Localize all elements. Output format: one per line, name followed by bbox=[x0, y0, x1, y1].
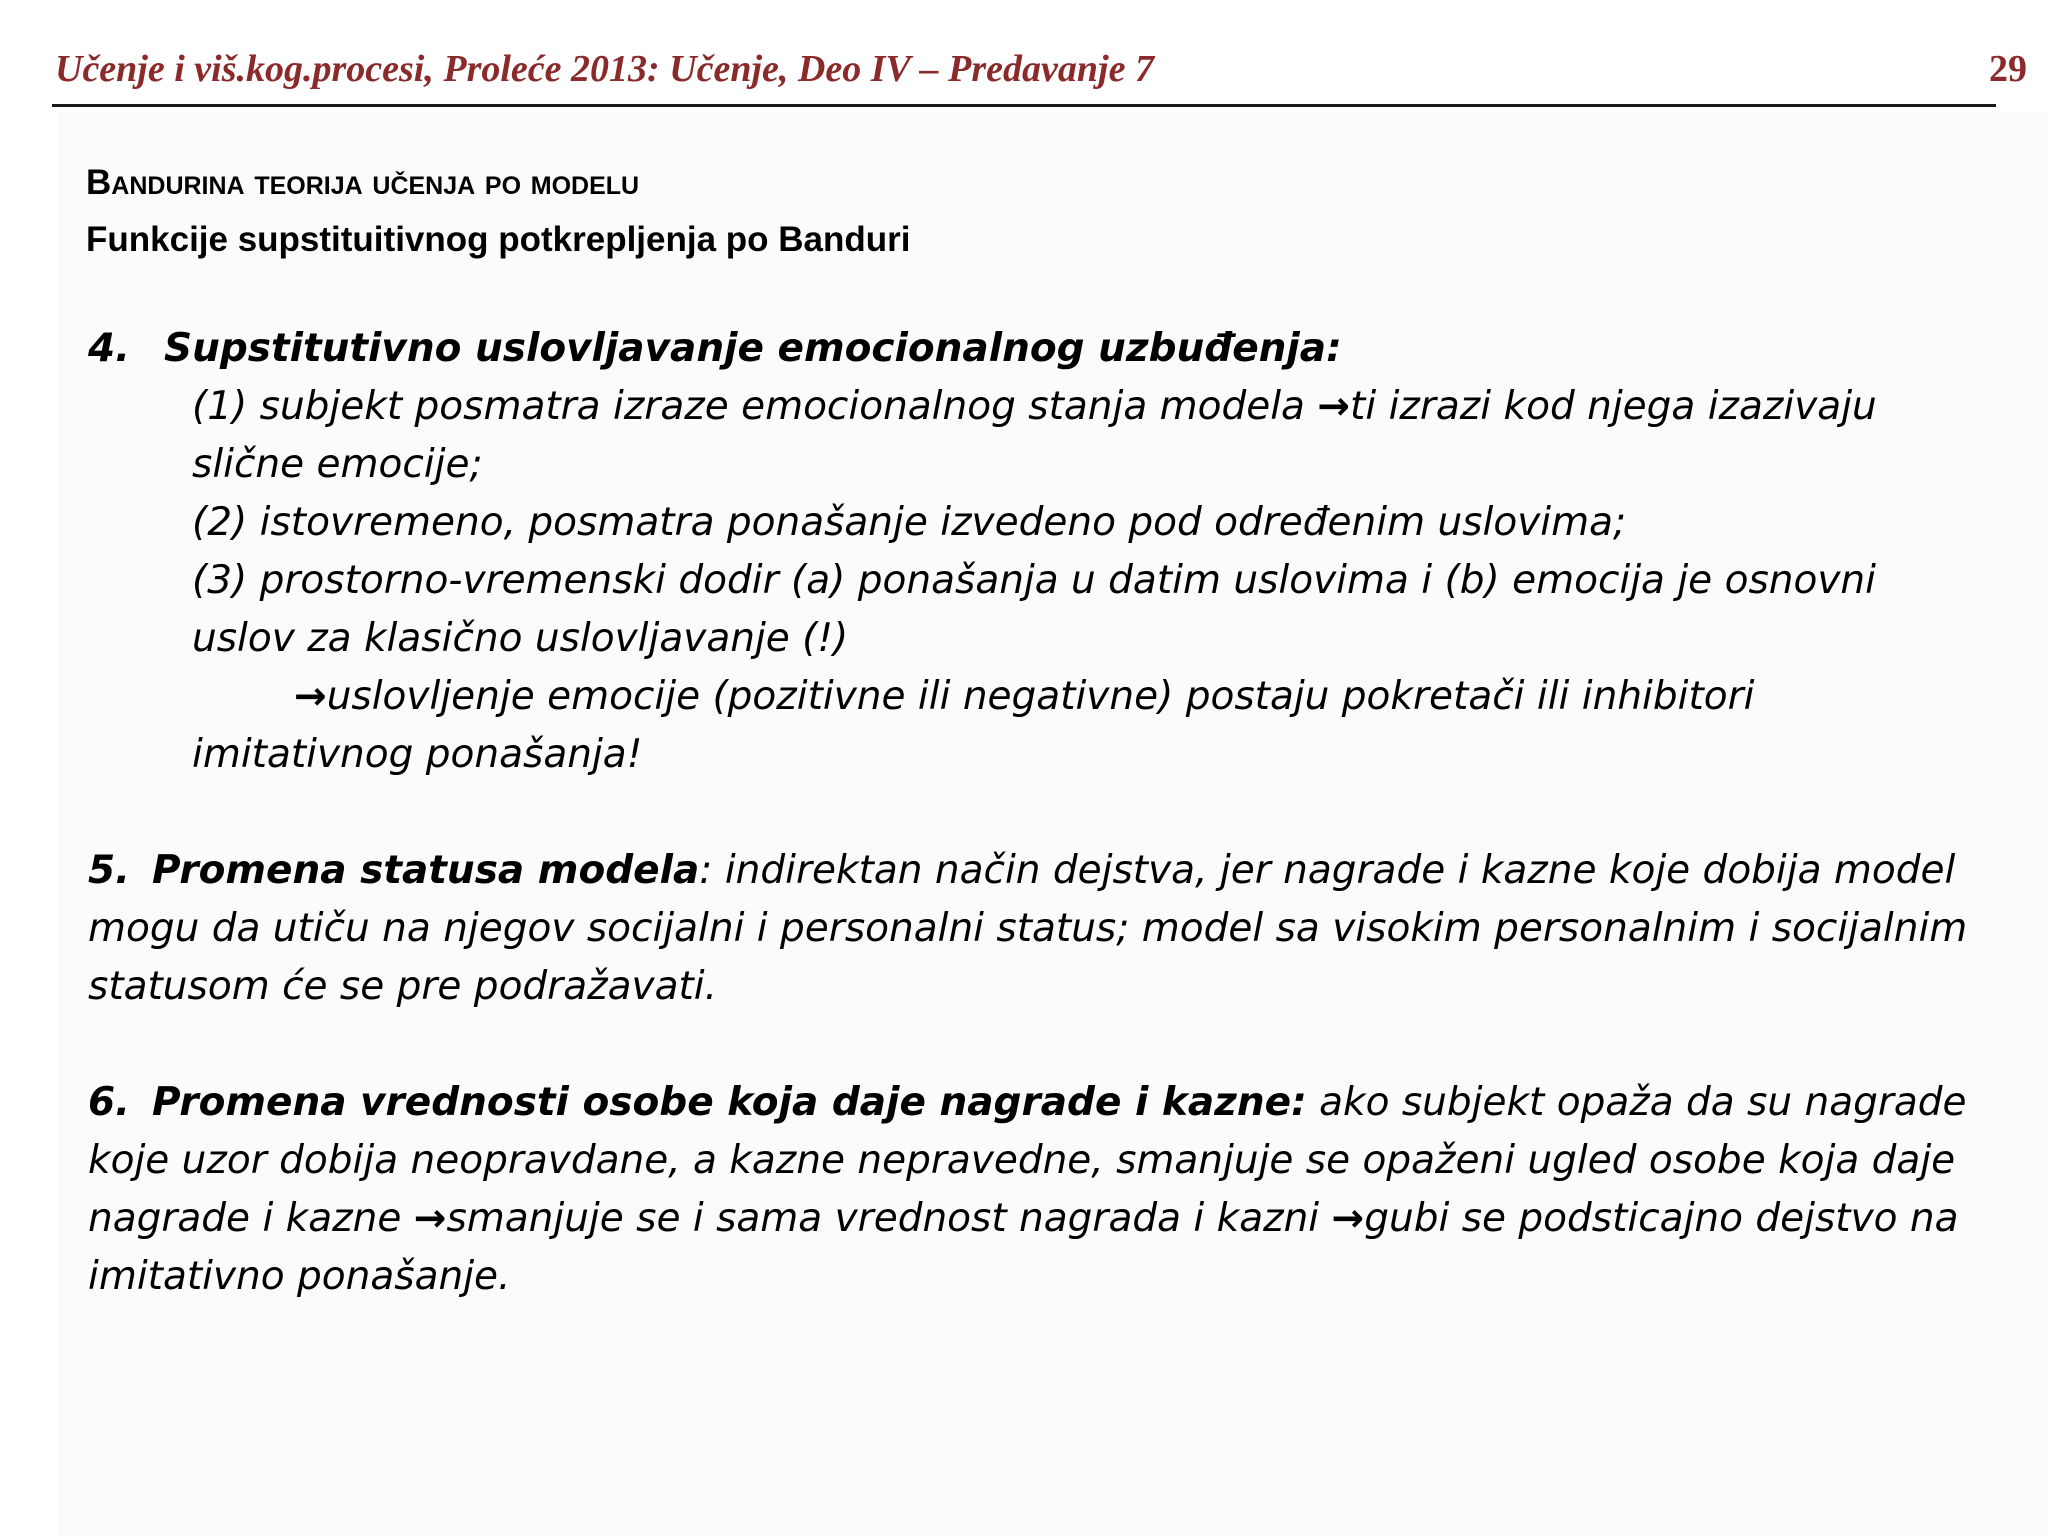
item4-heading bbox=[88, 320, 1968, 378]
header-title: Učenje i viš.kog.procesi, Proleće 2013: Učenje, Deo IV – Predavanje 7 bbox=[55, 48, 1154, 90]
item5-number: 5. bbox=[88, 848, 130, 893]
item6-paragraph bbox=[88, 1074, 1968, 1306]
arrow-right-icon: → bbox=[413, 1196, 447, 1241]
item4-conclusion bbox=[294, 668, 1972, 726]
item4-point-3: (3) prostorno-vremenski dodir (a) ponašanja u datim uslovima i (b) emocija je osnovni uslov za klasično uslovljavanje (!) bbox=[192, 558, 1876, 661]
item6-title: Promena vrednosti osobe koja daje nagrade i kazne: bbox=[151, 1080, 1307, 1125]
item6-text-b: smanjuje se i sama vrednost nagrada i kazni bbox=[446, 1196, 1332, 1241]
item4-point-1 bbox=[192, 378, 1972, 494]
section-subheading: Funkcije supstituitivnog potkrepljenja po Banduri bbox=[86, 220, 911, 259]
item5-paragraph bbox=[88, 842, 1968, 1016]
item4-conclusion-text-a: uslovljenje emocije (pozitivne ili negativne) postaju pokretači ili inhibitori bbox=[326, 674, 1755, 719]
header-divider bbox=[52, 104, 1996, 107]
item6-number: 6. bbox=[88, 1080, 130, 1125]
item6-text-c: gubi se podsticajno dejstvo na imitativno ponašanje. bbox=[88, 1196, 1959, 1299]
item4-title: Supstitutivno uslovljavanje emocionalnog uzbuđenja: bbox=[164, 326, 1342, 371]
item4-conclusion-text-b: imitativnog ponašanja! bbox=[192, 732, 643, 777]
section-heading: Bandurina teorija učenja po modelu bbox=[86, 163, 640, 202]
page-number: 29 bbox=[1989, 48, 2027, 90]
list-item-5 bbox=[88, 842, 1968, 1016]
list-item-4 bbox=[88, 320, 1968, 784]
item4-point1-text-a: (1) subjekt posmatra izraze emocionalnog stanja modela bbox=[192, 384, 1305, 429]
slide-header bbox=[55, 42, 2027, 102]
arrow-right-icon: → bbox=[1317, 384, 1351, 429]
item5-text: : indirektan način dejstva, jer nagrade i kazne koje dobija model mogu da utiču na njegov socijalni i personalni status; model sa visokim personalnim i socijalnim statusom će se pre podražavati. bbox=[88, 848, 1968, 1009]
arrow-right-icon: → bbox=[294, 674, 327, 719]
item6-text-a: ako subjekt opaža da su nagrade koje uzor dobija neopravdane, a kazne nepravedne, smanjuje se opaženi ugled osobe koja daje nagrade i kazne bbox=[88, 1080, 1967, 1241]
arrow-right-icon: → bbox=[1331, 1196, 1365, 1241]
item4-point1-text-b: ti izrazi kod njega izazivaju slične emocije; bbox=[192, 384, 1877, 487]
item4-point-2: (2) istovremeno, posmatra ponašanje izvedeno pod određenim uslovima; bbox=[192, 500, 1627, 545]
list-item-6 bbox=[88, 1074, 1968, 1306]
item4-points bbox=[192, 378, 1972, 784]
item5-title: Promena statusa modela bbox=[151, 848, 700, 893]
item4-number: 4. bbox=[88, 326, 130, 371]
